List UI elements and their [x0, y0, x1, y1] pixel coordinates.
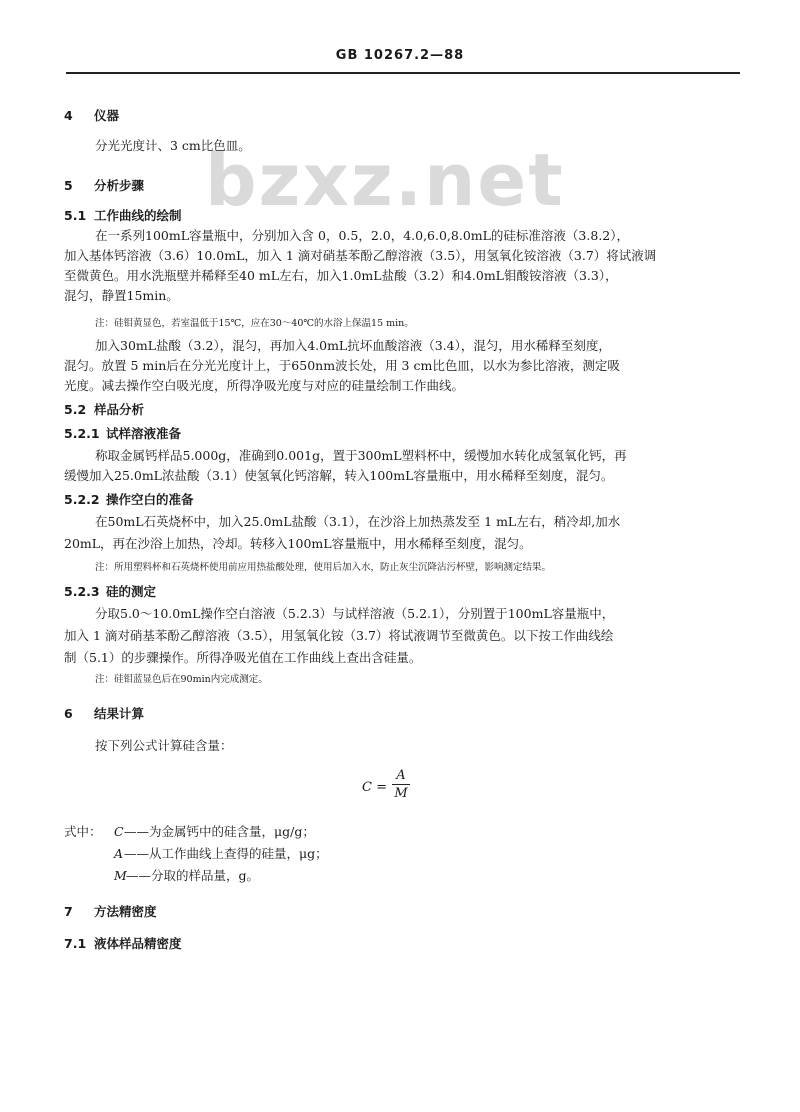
section-5-2-2-number: 5.2.2 — [64, 492, 100, 507]
fraction-bar — [392, 784, 410, 785]
paragraph-line: 加入30mL盐酸（3.2），混匀，再加入4.0mL抗坏血酸溶液（3.4），混匀，用水稀释至刻度， — [95, 338, 611, 353]
formula-numerator: A — [396, 768, 406, 783]
section-5-2-heading — [64, 402, 144, 418]
section-5-2-2-heading — [64, 492, 194, 508]
section-5-number: 5 — [64, 178, 73, 193]
section-5-2-3-title: 硅的测定 — [106, 584, 157, 599]
section-7-title: 方法精密度 — [94, 904, 157, 919]
section-4-title: 仪器 — [94, 108, 120, 123]
standard-code-header: GB 10267.2—88 — [335, 48, 465, 63]
formula-intro: 按下列公式计算硅含量： — [95, 738, 233, 753]
section-5-2-title: 样品分析 — [94, 402, 145, 417]
variable-c-desc: ——为金属钙中的硅含量，μg/g； — [124, 824, 315, 839]
section-6-number: 6 — [64, 706, 73, 721]
section-7-1-number: 7.1 — [64, 936, 87, 951]
paragraph-line: 光度。减去操作空白吸光度，所得净吸光度与对应的硅量绘制工作曲线。 — [64, 378, 465, 393]
section-5-2-1-number: 5.2.1 — [64, 426, 100, 441]
paragraph-line: 在50mL石英烧杯中，加入25.0mL盐酸（3.1），在沙浴上加热蒸发至 1 mL左右，稍冷却,加水 — [95, 514, 621, 529]
section-7-1-title: 液体样品精密度 — [94, 936, 182, 951]
note-5-1: 注：硅钼黄显色，若室温低于15℃，应在30～40℃的水浴上保温15 min。 — [95, 318, 414, 329]
variable-a-desc: ——从工作曲线上查得的硅量，μg； — [124, 846, 328, 861]
where-prefix: 式中： — [64, 824, 102, 839]
note-5-2-2: 注：所用塑料杯和石英烧杯使用前应用热盐酸处理，使用后加入水，防止灰尘沉降沾污杯壁，影响测定结果。 — [95, 562, 552, 573]
section-4-body: 分光光度计、3 cm比色皿。 — [95, 138, 251, 153]
section-5-2-2-title: 操作空白的准备 — [106, 492, 194, 507]
section-5-title: 分析步骤 — [94, 178, 145, 193]
section-4-heading — [64, 108, 119, 124]
variable-m-desc: ——分取的样品量，g。 — [126, 868, 260, 883]
section-6-title: 结果计算 — [94, 706, 145, 721]
paragraph-line: 称取金属钙样品5.000g，准确到0.001g，置于300mL塑料杯中，缓慢加水转化成氢氧化钙，再 — [95, 448, 627, 463]
section-7-1-heading — [64, 936, 182, 952]
formula-lhs: C = — [362, 780, 387, 795]
watermark: bzxz.net — [205, 138, 565, 222]
section-5-2-1-title: 试样溶液准备 — [106, 426, 182, 441]
section-7-number: 7 — [64, 904, 73, 919]
paragraph-line: 加入 1 滴对硝基苯酚乙醇溶液（3.5），用氢氧化铵（3.7）将试液调节至微黄色。以下按工作曲线绘 — [64, 628, 614, 643]
section-5-2-3-heading — [64, 584, 156, 600]
section-5-2-1-heading — [64, 426, 181, 442]
section-5-1-number: 5.1 — [64, 208, 87, 223]
section-4-number: 4 — [64, 108, 73, 123]
variable-c-symbol: C — [114, 824, 124, 839]
section-5-heading — [64, 178, 144, 194]
section-6-heading — [64, 706, 144, 722]
section-5-1-title: 工作曲线的绘制 — [94, 208, 182, 223]
formula-denominator: M — [394, 786, 408, 801]
section-7-heading — [64, 904, 157, 920]
section-5-2-3-number: 5.2.3 — [64, 584, 100, 599]
paragraph-line: 20mL，再在沙浴上加热，冷却。转移入100mL容量瓶中，用水稀释至刻度，混匀。 — [64, 536, 532, 551]
paragraph-line: 分取5.0～10.0mL操作空白溶液（5.2.3）与试样溶液（5.2.1），分别置于100mL容量瓶中， — [95, 606, 615, 621]
paragraph-line: 制（5.1）的步骤操作。所得净吸光值在工作曲线上查出含硅量。 — [64, 650, 422, 665]
variable-m-symbol: M — [114, 868, 127, 883]
formula-fraction — [392, 768, 410, 801]
paragraph-line: 在一系列100mL容量瓶中，分别加入含 0，0.5，2.0，4.0,6.0,8.0mL的硅标准溶液（3.8.2）， — [95, 228, 629, 243]
paragraph-line: 至微黄色。用水洗瓶壁并稀释至40 mL左右，加入1.0mL盐酸（3.2）和4.0mL钼酸铵溶液（3.3）， — [64, 268, 618, 283]
paragraph-line: 混匀。放置 5 min后在分光光度计上，于650nm波长处，用 3 cm比色皿，以水为参比溶液，测定吸 — [64, 358, 620, 373]
header-rule — [66, 72, 740, 74]
note-5-2-3: 注：硅钼蓝显色后在90min内完成测定。 — [95, 674, 268, 685]
paragraph-line: 缓慢加入25.0mL浓盐酸（3.1）使氢氧化钙溶解，转入100mL容量瓶中，用水稀释至刻度，混匀。 — [64, 468, 614, 483]
variable-a-symbol: A — [114, 846, 124, 861]
section-5-1-heading — [64, 208, 182, 224]
paragraph-line: 混匀，静置15min。 — [64, 288, 179, 303]
section-5-2-number: 5.2 — [64, 402, 87, 417]
paragraph-line: 加入基体钙溶液（3.6）10.0mL，加入 1 滴对硝基苯酚乙醇溶液（3.5），用氢氧化铵溶液（3.7）将试液调 — [64, 248, 657, 263]
